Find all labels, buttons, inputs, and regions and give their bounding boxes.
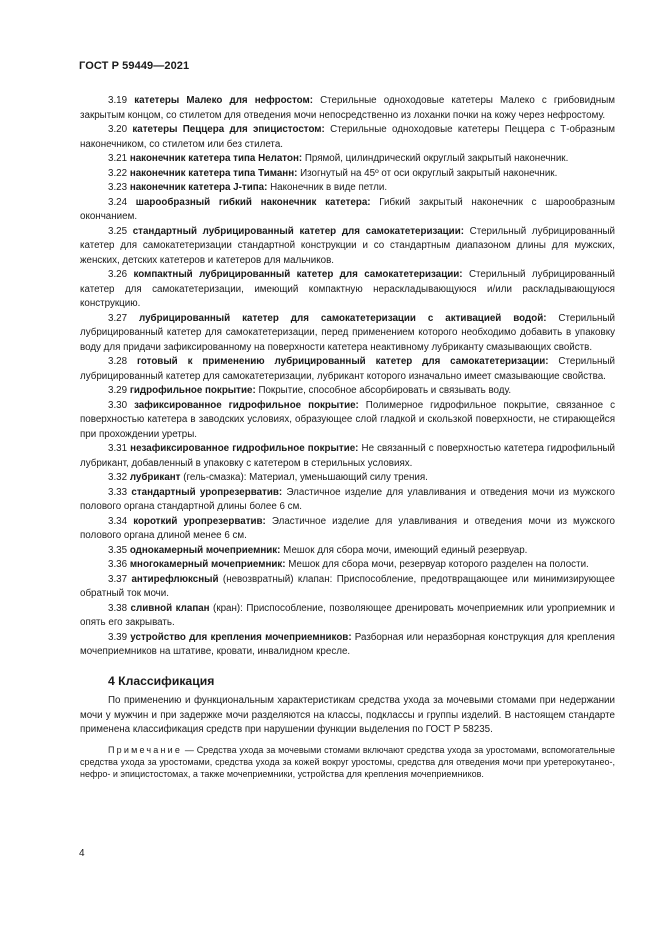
term-name: наконечник катетера типа Тиманн: bbox=[129, 167, 298, 179]
term-definition: (кран): Приспособление, позволяющее дренировать мочеприемник или уроприемник и опять его закрывать. bbox=[80, 602, 615, 628]
term-entry bbox=[80, 471, 615, 486]
term-name: стандартный уропрезерватив: bbox=[131, 486, 283, 498]
term-entry bbox=[80, 268, 615, 312]
term-entry bbox=[80, 196, 615, 225]
term-number: 3.29 bbox=[108, 385, 128, 396]
term-entry bbox=[80, 152, 615, 167]
term-definition: Прямой, цилиндрический округлый закрытый наконечник. bbox=[302, 153, 569, 164]
page-number: 4 bbox=[79, 848, 85, 859]
term-definition: Наконечник в виде петли. bbox=[267, 182, 388, 193]
term-entry bbox=[80, 631, 615, 660]
term-definition: Не связанный с поверхностью катетера гидрофильный лубрикант, добавленный в упаковку с катетером в стерильных условиях. bbox=[80, 443, 615, 469]
term-number: 3.23 bbox=[108, 182, 128, 193]
term-number: 3.28 bbox=[108, 356, 128, 367]
term-name: антирефлюксный bbox=[131, 573, 219, 585]
term-entry bbox=[80, 181, 615, 196]
note-label: Примечание bbox=[108, 744, 183, 755]
section-title: 4 Классификация bbox=[108, 673, 215, 688]
term-number: 3.38 bbox=[108, 602, 128, 614]
term-entry bbox=[80, 384, 615, 399]
term-entry bbox=[80, 573, 615, 602]
term-name: зафиксированное гидрофильное покрытие: bbox=[134, 399, 359, 411]
term-name: сливной клапан bbox=[130, 602, 210, 614]
term-number: 3.27 bbox=[108, 312, 128, 324]
term-entry bbox=[80, 312, 615, 356]
term-number: 3.24 bbox=[108, 196, 128, 208]
term-name: готовый к применению лубрицированный катетер для самокатетеризации: bbox=[136, 356, 549, 367]
term-entry bbox=[80, 399, 615, 443]
term-name: короткий уропрезерватив: bbox=[133, 515, 266, 527]
note bbox=[80, 744, 615, 781]
note-text: — Средства ухода за мочевыми стомами включают средства ухода за уростомами, вспомогательные средства ухода за уростомами, средства ухода за кожей вокруг уростомы, средства для отведения мочи при уретерокутанео-, нефро- и эпицистостомах, а также мочеприемники, устройства для крепления мочеприемников. bbox=[80, 744, 615, 780]
term-entry bbox=[80, 123, 615, 152]
term-name: гидрофильное покрытие: bbox=[129, 385, 256, 396]
term-entry bbox=[80, 94, 615, 123]
term-definition: (невозвратный) клапан: Приспособление, предотвращающее или минимизирующее обратный ток мочи. bbox=[80, 573, 615, 599]
term-name: лубрицированный катетер для самокатетеризации с активацией водой: bbox=[139, 312, 547, 324]
term-number: 3.26 bbox=[108, 269, 128, 280]
term-number: 3.20 bbox=[108, 124, 128, 135]
term-number: 3.36 bbox=[108, 559, 128, 570]
term-definition: Эластичное изделие для улавливания и отведения мочи из мужского полового органа длиной менее 6 см. bbox=[80, 515, 616, 541]
term-definition: Стерильные одноходовые катетеры Малеко с грибовидным закрытым концом, со стилетом для отведения мочи непосредственно из лоханки почки на кожу через нефростому. bbox=[80, 95, 615, 121]
term-number: 3.22 bbox=[108, 167, 128, 179]
term-name: наконечник катетера J-типа: bbox=[129, 182, 268, 193]
term-definition: Мешок для сбора мочи, резервуар которого разделен на полости. bbox=[285, 559, 589, 570]
term-number: 3.30 bbox=[108, 399, 128, 411]
term-definition: Эластичное изделие для улавливания и отведения мочи из мужского полового органа стандартной длины более 6 см. bbox=[80, 486, 615, 512]
term-name: катетеры Пеццера для эпицистостом: bbox=[132, 124, 325, 135]
term-number: 3.34 bbox=[108, 515, 128, 527]
term-name: незафиксированное гидрофильное покрытие: bbox=[130, 443, 359, 454]
term-number: 3.25 bbox=[108, 225, 128, 237]
term-number: 3.33 bbox=[108, 486, 128, 498]
term-definition: Стерильный лубрицированный катетер для самокатетеризации, лубрикант которого изначально имеет смазывающие свойства. bbox=[80, 356, 615, 382]
term-number: 3.21 bbox=[108, 153, 128, 164]
term-entry bbox=[80, 167, 615, 182]
term-number: 3.32 bbox=[108, 472, 128, 483]
term-entry bbox=[80, 442, 615, 471]
term-name: катетеры Малеко для нефростом: bbox=[134, 95, 313, 106]
page-content bbox=[80, 94, 615, 790]
term-entry bbox=[80, 355, 615, 384]
term-definition: Стерильный лубрицированный катетер для самокатетеризации, перед применением которого необходимо добавить в упаковку воду для придачи зафиксированному на поверхности катетера неактивному лубриканту смазывающих свойств. bbox=[80, 312, 615, 353]
term-name: шарообразный гибкий наконечник катетера: bbox=[135, 196, 371, 208]
term-name: лубрикант bbox=[129, 472, 181, 483]
term-definition: (гель-смазка): Материал, уменьшающий силу трения. bbox=[180, 472, 428, 483]
term-entry bbox=[80, 558, 615, 573]
term-name: однокамерный мочеприемник: bbox=[129, 544, 281, 556]
term-name: стандартный лубрицированный катетер для самокатетеризации: bbox=[132, 225, 464, 237]
term-number: 3.35 bbox=[108, 544, 128, 556]
term-entry bbox=[80, 544, 615, 559]
term-definition: Изогнутый на 45º от оси округлый закрытый наконечник. bbox=[297, 167, 558, 179]
term-name: устройство для крепления мочеприемников: bbox=[130, 631, 352, 643]
term-definition: Покрытие, способное абсорбировать и связывать воду. bbox=[255, 385, 512, 396]
term-name: компактный лубрицированный катетер для самокатетеризации: bbox=[133, 269, 463, 280]
term-number: 3.31 bbox=[108, 443, 128, 454]
term-definition: Мешок для сбора мочи, имеющий единый резервуар. bbox=[280, 544, 528, 556]
term-number: 3.19 bbox=[108, 95, 128, 106]
term-definition: Стерильный лубрицированный катетер для самокатетеризации, имеющий компактную нераскладывающуюся и/или раскладывающуюся конструкцию. bbox=[80, 269, 615, 309]
term-definition: Разборная или неразборная конструкция для крепления мочеприемников на штативе, кровати, инвалидном кресле. bbox=[80, 631, 615, 657]
term-number: 3.37 bbox=[108, 573, 128, 585]
term-entry bbox=[80, 602, 615, 631]
section-paragraph: По применению и функциональным характеристикам средства ухода за мочевыми стомами при недержании мочи у мужчин и при задержке мочи разделяются на классы, подклассы и группы изделий. В настоящем стандарте применена классификация средств при нарушении функции выделения по ГОСТ Р 58235. bbox=[80, 695, 615, 735]
term-definition: Стерильные одноходовые катетеры Пеццера с Т-образным наконечником, со стилетом или без стилета. bbox=[80, 124, 615, 150]
document-header: ГОСТ Р 59449—2021 bbox=[79, 60, 190, 72]
term-name: многокамерный мочеприемник: bbox=[129, 559, 286, 570]
term-name: наконечник катетера типа Нелатон: bbox=[129, 153, 303, 164]
term-definition: Гибкий закрытый наконечник с шарообразным окончанием. bbox=[80, 196, 615, 222]
term-entry bbox=[80, 515, 615, 544]
term-number: 3.39 bbox=[108, 631, 128, 643]
term-entry bbox=[80, 486, 615, 515]
terms-list bbox=[80, 94, 615, 660]
term-definition: Полимерное гидрофильное покрытие, связанное с поверхностью катетера в заводских условиях, образующее слой гладкой и скользкой поверхности, не стирающейся при прохождении уретры. bbox=[80, 399, 615, 440]
term-definition: Стерильный лубрицированный катетер для самокатетеризации стандартной конструкции и со стандартным диапазоном длины для мужских, женских, детских катетеров и катетеров для мальчиков. bbox=[80, 225, 615, 266]
term-entry bbox=[80, 225, 615, 269]
